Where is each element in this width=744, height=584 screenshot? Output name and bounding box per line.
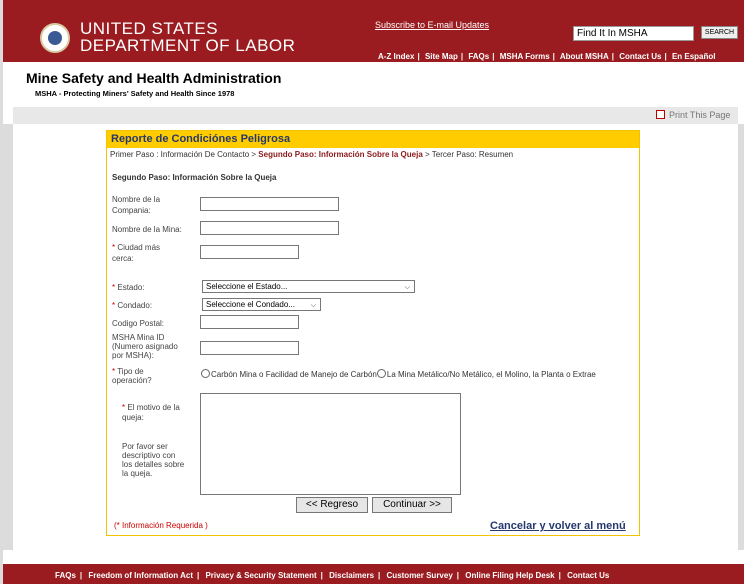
nav-contact-us[interactable]: Contact Us <box>619 52 662 61</box>
chevron-down-icon: ⌵ <box>404 284 410 291</box>
radio-metal[interactable] <box>377 369 386 378</box>
city-label-a: Ciudad más <box>117 243 161 252</box>
zip-input[interactable] <box>200 315 299 329</box>
company-label-b: Compania: <box>112 206 151 215</box>
left-gutter <box>3 124 13 550</box>
dol-title-line2[interactable]: DEPARTMENT OF LABOR <box>80 36 296 55</box>
mine-id-label-b: (Numero asignado <box>112 342 178 351</box>
reason-label-a: El motivo de la <box>127 403 180 412</box>
county-label-text: Condado: <box>117 301 153 310</box>
company-label <box>112 194 160 216</box>
footer-faqs[interactable]: FAQs <box>55 571 76 580</box>
county-select[interactable] <box>202 298 321 311</box>
reason-label <box>122 403 180 423</box>
reason-textarea[interactable] <box>200 393 461 495</box>
mine-label: Nombre de la Mina: <box>112 225 182 234</box>
footer-privacy[interactable]: Privacy & Security Statement <box>205 571 317 580</box>
print-page-link[interactable]: Print This Page <box>669 110 731 120</box>
required-asterisk: * <box>122 403 126 412</box>
agency-title[interactable]: Mine Safety and Health Administration <box>26 70 282 86</box>
reason-hint <box>122 442 184 478</box>
company-label-a: Nombre de la <box>112 195 161 204</box>
radio-metal-label[interactable]: La Mina Metálico/No Metálico, el Molino, la Planta o Extrae <box>386 370 596 379</box>
reason-hint-b: descriptivo con <box>122 451 176 460</box>
operation-label-a: Tipo de <box>117 367 144 376</box>
printer-icon[interactable] <box>656 110 665 119</box>
reason-hint-a: Por favor ser <box>122 442 168 451</box>
search-button[interactable]: SEARCH <box>701 26 738 39</box>
mine-input[interactable] <box>200 221 339 235</box>
search-input[interactable]: Find It In MSHA <box>573 26 694 41</box>
top-nav: A-Z Index | Site Map | FAQs | MSHA Forms | About MSHA | Contact Us | En Español <box>378 52 716 61</box>
county-label <box>112 300 152 311</box>
agency-subtitle: MSHA - Protecting Miners' Safety and Health Since 1978 <box>35 89 235 98</box>
nav-site-map[interactable]: Site Map <box>424 52 458 61</box>
footer-contact[interactable]: Contact Us <box>567 571 610 580</box>
mine-id-label-a: MSHA Mina ID <box>112 333 165 342</box>
state-label-text: Estado: <box>117 283 145 292</box>
nav-en-espanol[interactable]: En Español <box>671 52 716 61</box>
footer-foia[interactable]: Freedom of Information Act <box>88 571 193 580</box>
state-select[interactable] <box>202 280 415 293</box>
header-banner <box>3 0 744 62</box>
dol-title-line1[interactable]: UNITED STATES <box>80 19 219 38</box>
back-button[interactable]: << Regreso <box>296 497 368 513</box>
complaint-form <box>106 130 640 536</box>
nav-msha-forms[interactable]: MSHA Forms <box>499 52 550 61</box>
state-label <box>112 282 145 293</box>
footer <box>3 564 744 584</box>
required-asterisk: * <box>112 243 116 252</box>
continue-button[interactable]: Continuar >> <box>372 497 452 513</box>
footer-help-desk[interactable]: Online Filing Help Desk <box>465 571 555 580</box>
required-asterisk: * <box>112 301 116 310</box>
mine-id-label <box>112 333 178 360</box>
subscribe-link[interactable]: Subscribe to E-mail Updates <box>375 20 490 30</box>
nav-az-index[interactable]: A-Z Index <box>378 52 415 61</box>
chevron-down-icon: ⌵ <box>310 302 316 309</box>
reason-hint-c: los detalles sobre <box>122 460 185 469</box>
county-select-value: Seleccione el Condado... <box>206 300 295 309</box>
required-asterisk: * <box>112 283 116 292</box>
zip-label: Codigo Postal: <box>112 319 165 328</box>
nav-about-msha[interactable]: About MSHA <box>559 52 609 61</box>
page <box>3 0 744 584</box>
step2-current: Segundo Paso: Información Sobre la Queja <box>258 150 423 159</box>
step-breadcrumb <box>110 150 513 159</box>
required-note: (* Información Requerida ) <box>114 521 208 530</box>
dol-seal-icon[interactable] <box>40 23 70 53</box>
print-bar <box>13 107 738 124</box>
reason-hint-d: la queja. <box>122 469 153 478</box>
radio-coal-label[interactable]: Carbón Mina o Facilidad de Manejo de Carbón <box>211 370 377 379</box>
step1: Primer Paso : Información De Contacto > <box>110 150 257 159</box>
nav-faqs[interactable]: FAQs <box>468 52 490 61</box>
right-gutter <box>738 124 744 550</box>
city-label <box>112 242 160 264</box>
city-label-b: cerca: <box>112 254 134 263</box>
footer-survey[interactable]: Customer Survey <box>386 571 453 580</box>
step3: > Tercer Paso: Resumen <box>425 150 514 159</box>
company-input[interactable] <box>200 197 339 211</box>
mine-id-input[interactable] <box>200 341 299 355</box>
reason-label-b: queja: <box>122 413 144 422</box>
footer-disclaimers[interactable]: Disclaimers <box>329 571 375 580</box>
radio-coal[interactable] <box>201 369 210 378</box>
section-heading: Segundo Paso: Información Sobre la Queja <box>112 173 277 182</box>
city-input[interactable] <box>200 245 299 259</box>
footer-links: FAQs | Freedom of Information Act | Privacy & Security Statement | Disclaimers | Customer Survey | Online Filing Help Desk | Contact Us <box>55 571 610 580</box>
required-asterisk: * <box>112 367 116 376</box>
mine-id-label-c: por MSHA): <box>112 351 154 360</box>
form-title: Reporte de Condiciónes Peligrosa <box>111 133 291 145</box>
operation-type-label <box>112 367 152 385</box>
form-header <box>107 131 639 148</box>
state-select-value: Seleccione el Estado... <box>206 282 288 291</box>
operation-label-b: operación? <box>112 376 152 385</box>
operation-type-radios <box>201 369 596 379</box>
cancel-link[interactable]: Cancelar y volver al menú <box>490 520 626 532</box>
